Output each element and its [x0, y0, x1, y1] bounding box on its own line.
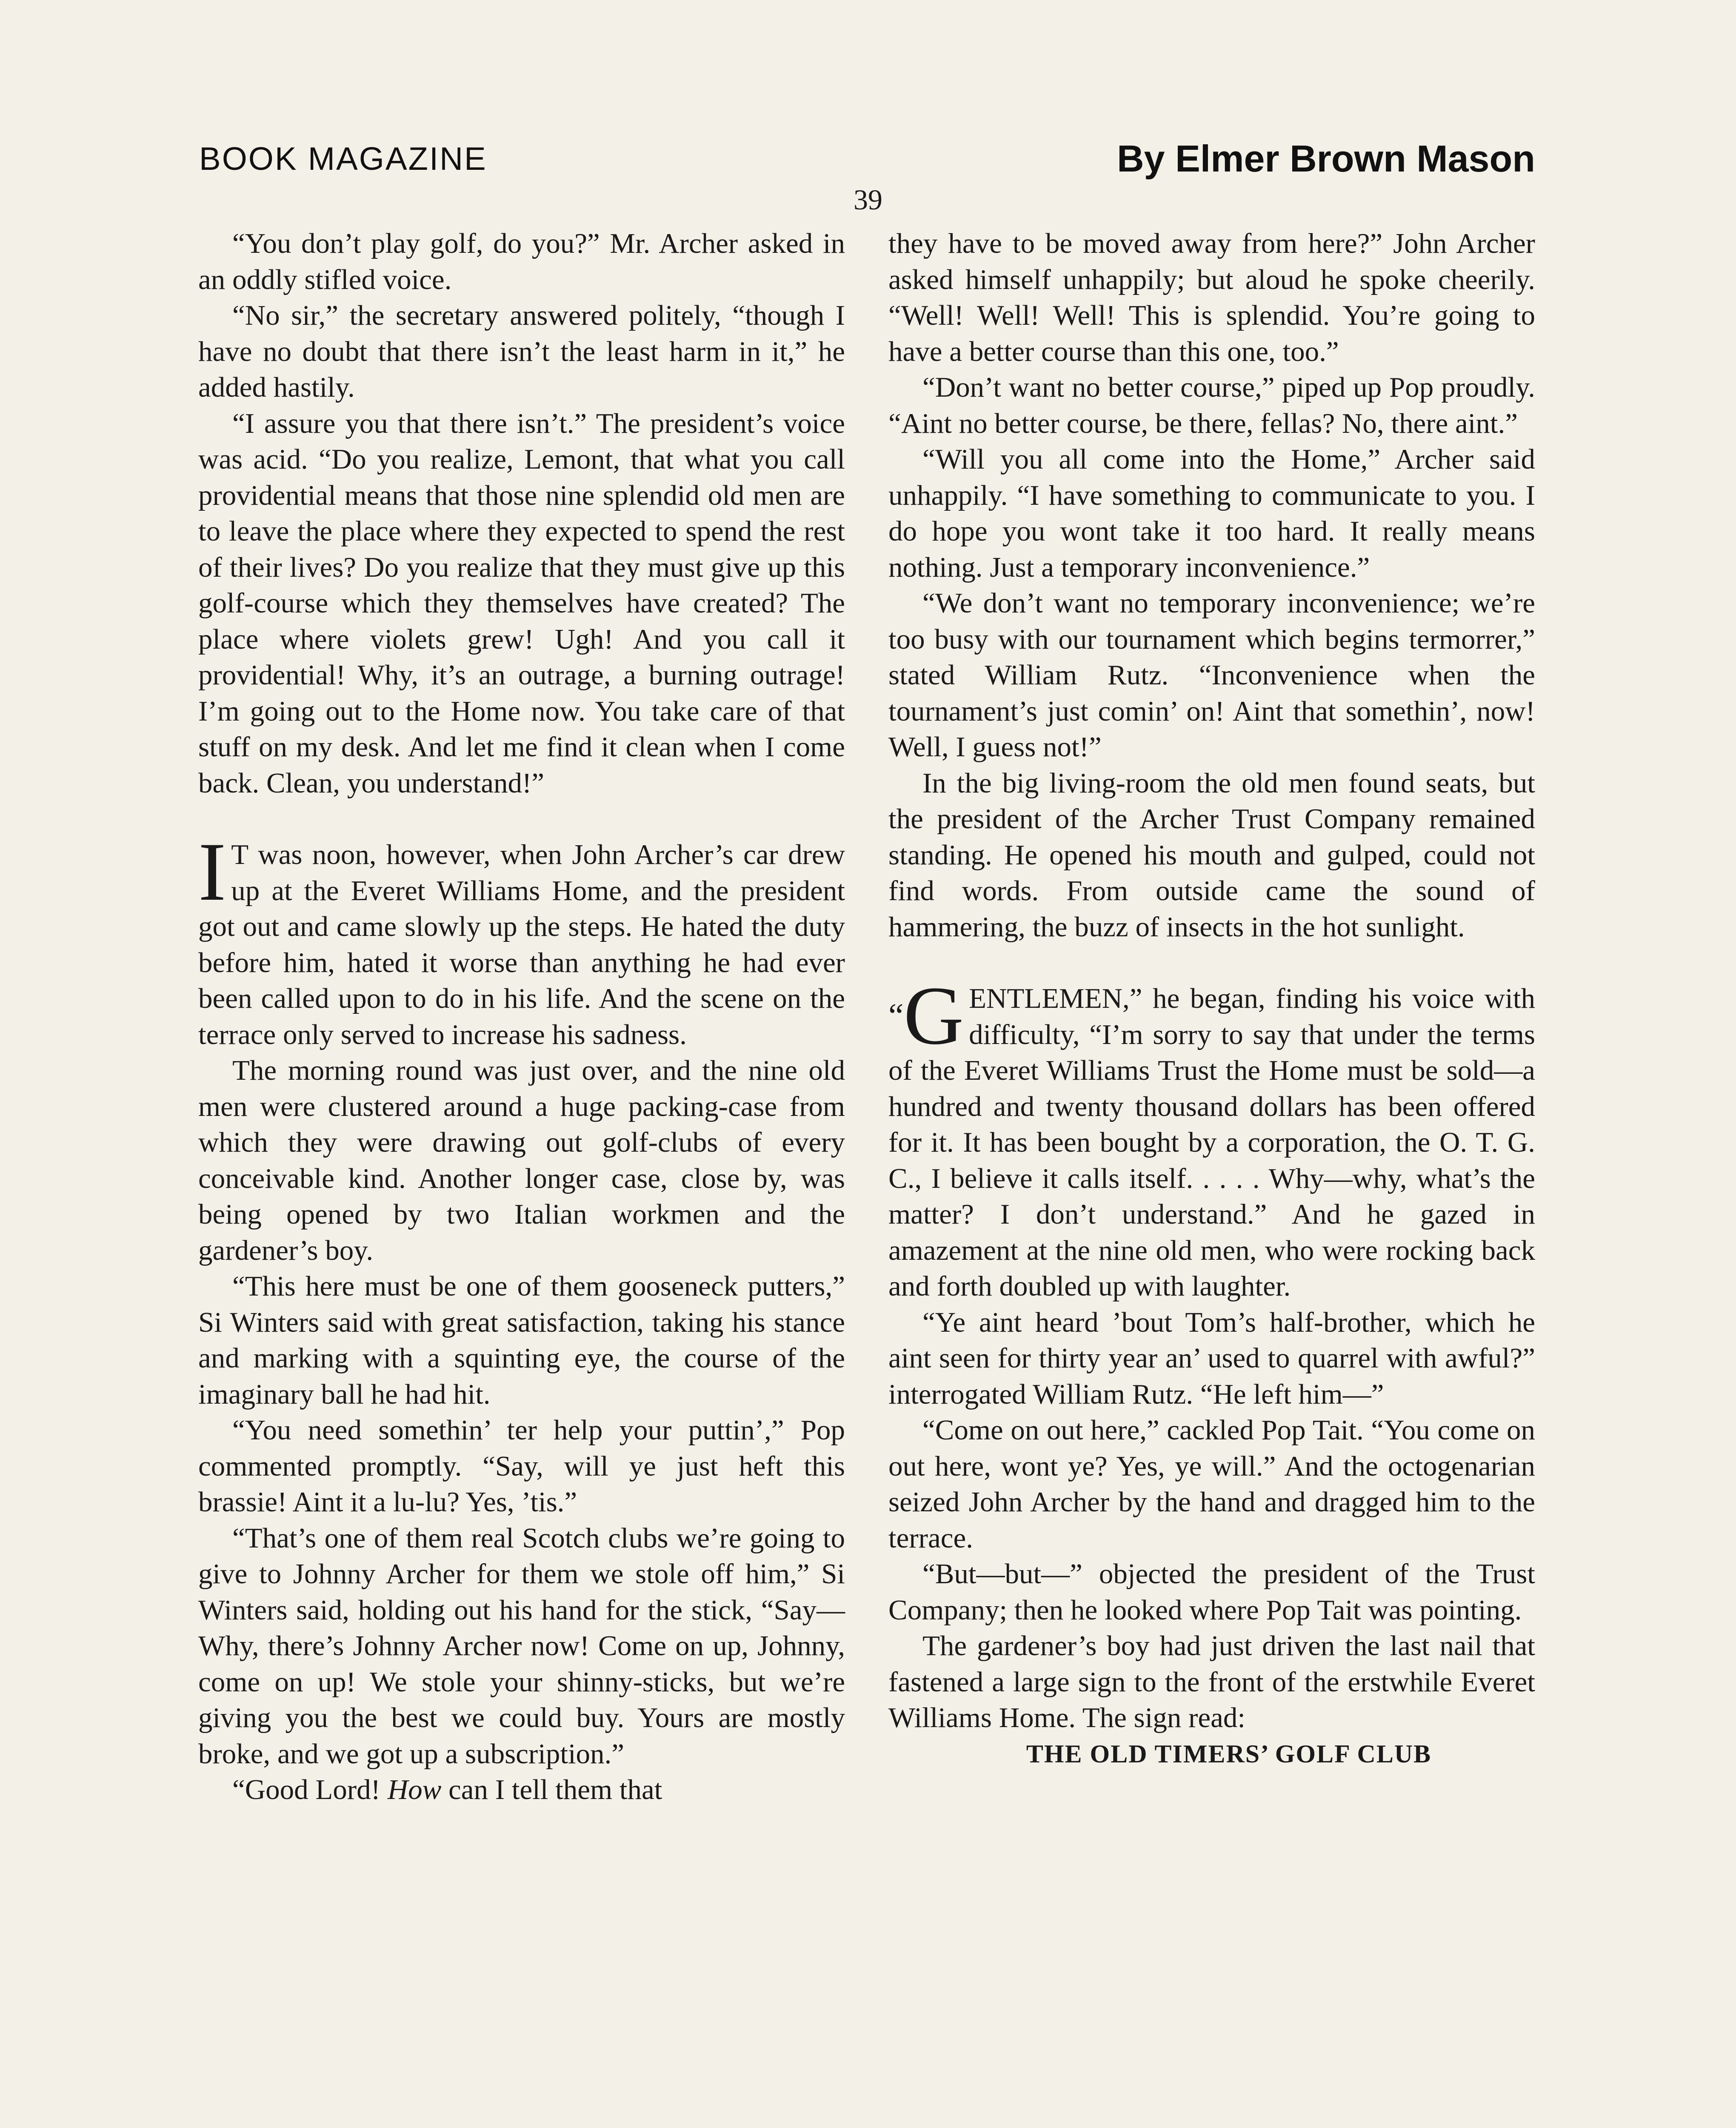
section-break: [198, 801, 845, 837]
paragraph: “I assure you that there isn’t.” The president’s voice was acid. “Do you realize, Lemont, that what you call providential means that those nine splendid old men are to leave the place where they expected to spend the rest of their lives? Do you realize that they must give up this golf-course which they themselves have created? The place where violets grew! Ugh! And you call it providential! Why, it’s an outrage, a burning outrage! I’m going out to the Home now. You take care of that stuff on my desk. And let me find it clean when I come back. Clean, you understand!”: [198, 407, 845, 799]
paragraph: “Ye aint heard ’bout Tom’s half-brother, which he aint seen for thirty year an’ used to quarrel with awful?” interrogated William Rutz. “He left him—”: [888, 1306, 1535, 1410]
section-break: [888, 945, 1535, 981]
paragraph-text: “Good Lord!: [232, 1774, 388, 1805]
paragraph-dropcap: [888, 970, 1535, 1304]
author-byline: By Elmer Brown Mason: [1117, 137, 1535, 180]
drop-cap-quote: “: [888, 997, 904, 1035]
paragraph: [198, 1772, 845, 1808]
paragraph-text: T was noon, however, when John Archer’s car drew up at the Everet Williams Home, and the president got out and came slowly up the steps. He hated the duty before him, hated it worse than anything he had ever been called upon to do in his life. And the scene on the terrace only served to increase his sadness.: [198, 839, 845, 1050]
paragraph: they have to be moved away from here?” John Archer asked himself unhappily; but aloud he spoke cheerily. “Well! Well! Well! This is splendid. You’re going to have a better course than this one, too.”: [888, 228, 1535, 367]
left-column: [198, 226, 845, 1808]
paragraph: “Don’t want no better course,” piped up Pop proudly. “Aint no better course, be there, fellas? No, there aint.”: [888, 372, 1535, 439]
paragraph: “Come on out here,” cackled Pop Tait. “You come on out here, wont ye? Yes, ye will.” And the octogenarian seized John Archer by the hand and dragged him to the terrace.: [888, 1414, 1535, 1554]
paragraph: “But—but—” objected the president of the Trust Company; then he looked where Pop Tait was pointing.: [888, 1558, 1535, 1626]
page-number: 39: [854, 183, 882, 216]
paragraph: “You don’t play golf, do you?” Mr. Archer asked in an oddly stifled voice.: [198, 228, 845, 295]
sign-text: THE OLD TIMERS’ GOLF CLUB: [1026, 1739, 1432, 1768]
paragraph: “That’s one of them real Scotch clubs we’re going to give to Johnny Archer for them we stole off him,” Si Winters said, holding out his hand for the stick, “Say—Why, there’s Johnny Archer now! Come on up, Johnny, come on up! We stole your shinny-sticks, but we’re giving you the best we could buy. Yours are mostly broke, and we got up a subscription.”: [198, 1522, 845, 1770]
italic-word: How: [387, 1774, 442, 1805]
right-column: [888, 226, 1535, 1772]
drop-cap: I: [198, 826, 226, 918]
paragraph: “We don’t want no temporary inconvenience; we’re too busy with our tournament which begins termorrer,” stated William Rutz. “Inconvenience when the tournament’s just comin’ on! Aint that somethin’, now! Well, I guess not!”: [888, 587, 1535, 763]
paragraph: In the big living-room the old men found seats, but the president of the Archer Trust Company remained standing. He opened his mouth and gulped, could not find words. From outside came the sound of hammering, the buzz of insects in the hot sunlight.: [888, 767, 1535, 943]
paragraph-text: can I tell them that: [441, 1774, 662, 1805]
paragraph: “No sir,” the secretary answered politely, “though I have no doubt that there isn’t the least harm in it,” he added hastily.: [198, 300, 845, 403]
paragraph: “Will you all come into the Home,” Archer said unhappily. “I have something to communicate to you. I do hope you wont take it too hard. It really means nothing. Just a temporary inconvenience.”: [888, 443, 1535, 583]
paragraph-dropcap: [198, 826, 845, 1053]
paragraph: The gardener’s boy had just driven the last nail that fastened a large sign to the front of the erstwhile Everet Williams Home. The sign read:: [888, 1630, 1535, 1733]
paragraph: “This here must be one of them gooseneck putters,” Si Winters said with great satisfaction, taking his stance and marking with a squinting eye, the course of the imaginary ball he had hit.: [198, 1270, 845, 1410]
drop-cap-letter: G: [903, 970, 964, 1062]
paragraph: The morning round was just over, and the nine old men were clustered around a huge packing-case from which they were drawing out golf-clubs of every conceivable kind. Another longer case, close by, was being opened by two Italian workmen and the gardener’s boy.: [198, 1055, 845, 1266]
paragraph-text: ENTLEMEN,” he began, finding his voice with difficulty, “I’m sorry to say that under the terms of the Everet Williams Trust the Home must be sold—a hundred and twenty thousand dollars has been offered for it. It has been bought by a corporation, the O. T. G. C., I believe it calls itself. . . . . Why—why, what’s the matter? I don’t understand.” And he gazed in amazement at the nine old men, who were rocking back and forth doubled up with laughter.: [888, 983, 1535, 1302]
magazine-title: BOOK MAGAZINE: [199, 141, 487, 177]
paragraph: “You need somethin’ ter help your puttin’,” Pop commented promptly. “Say, will ye just heft this brassie! Aint it a lu-lu? Yes, ’tis.”: [198, 1414, 845, 1518]
drop-cap: [888, 970, 964, 1062]
